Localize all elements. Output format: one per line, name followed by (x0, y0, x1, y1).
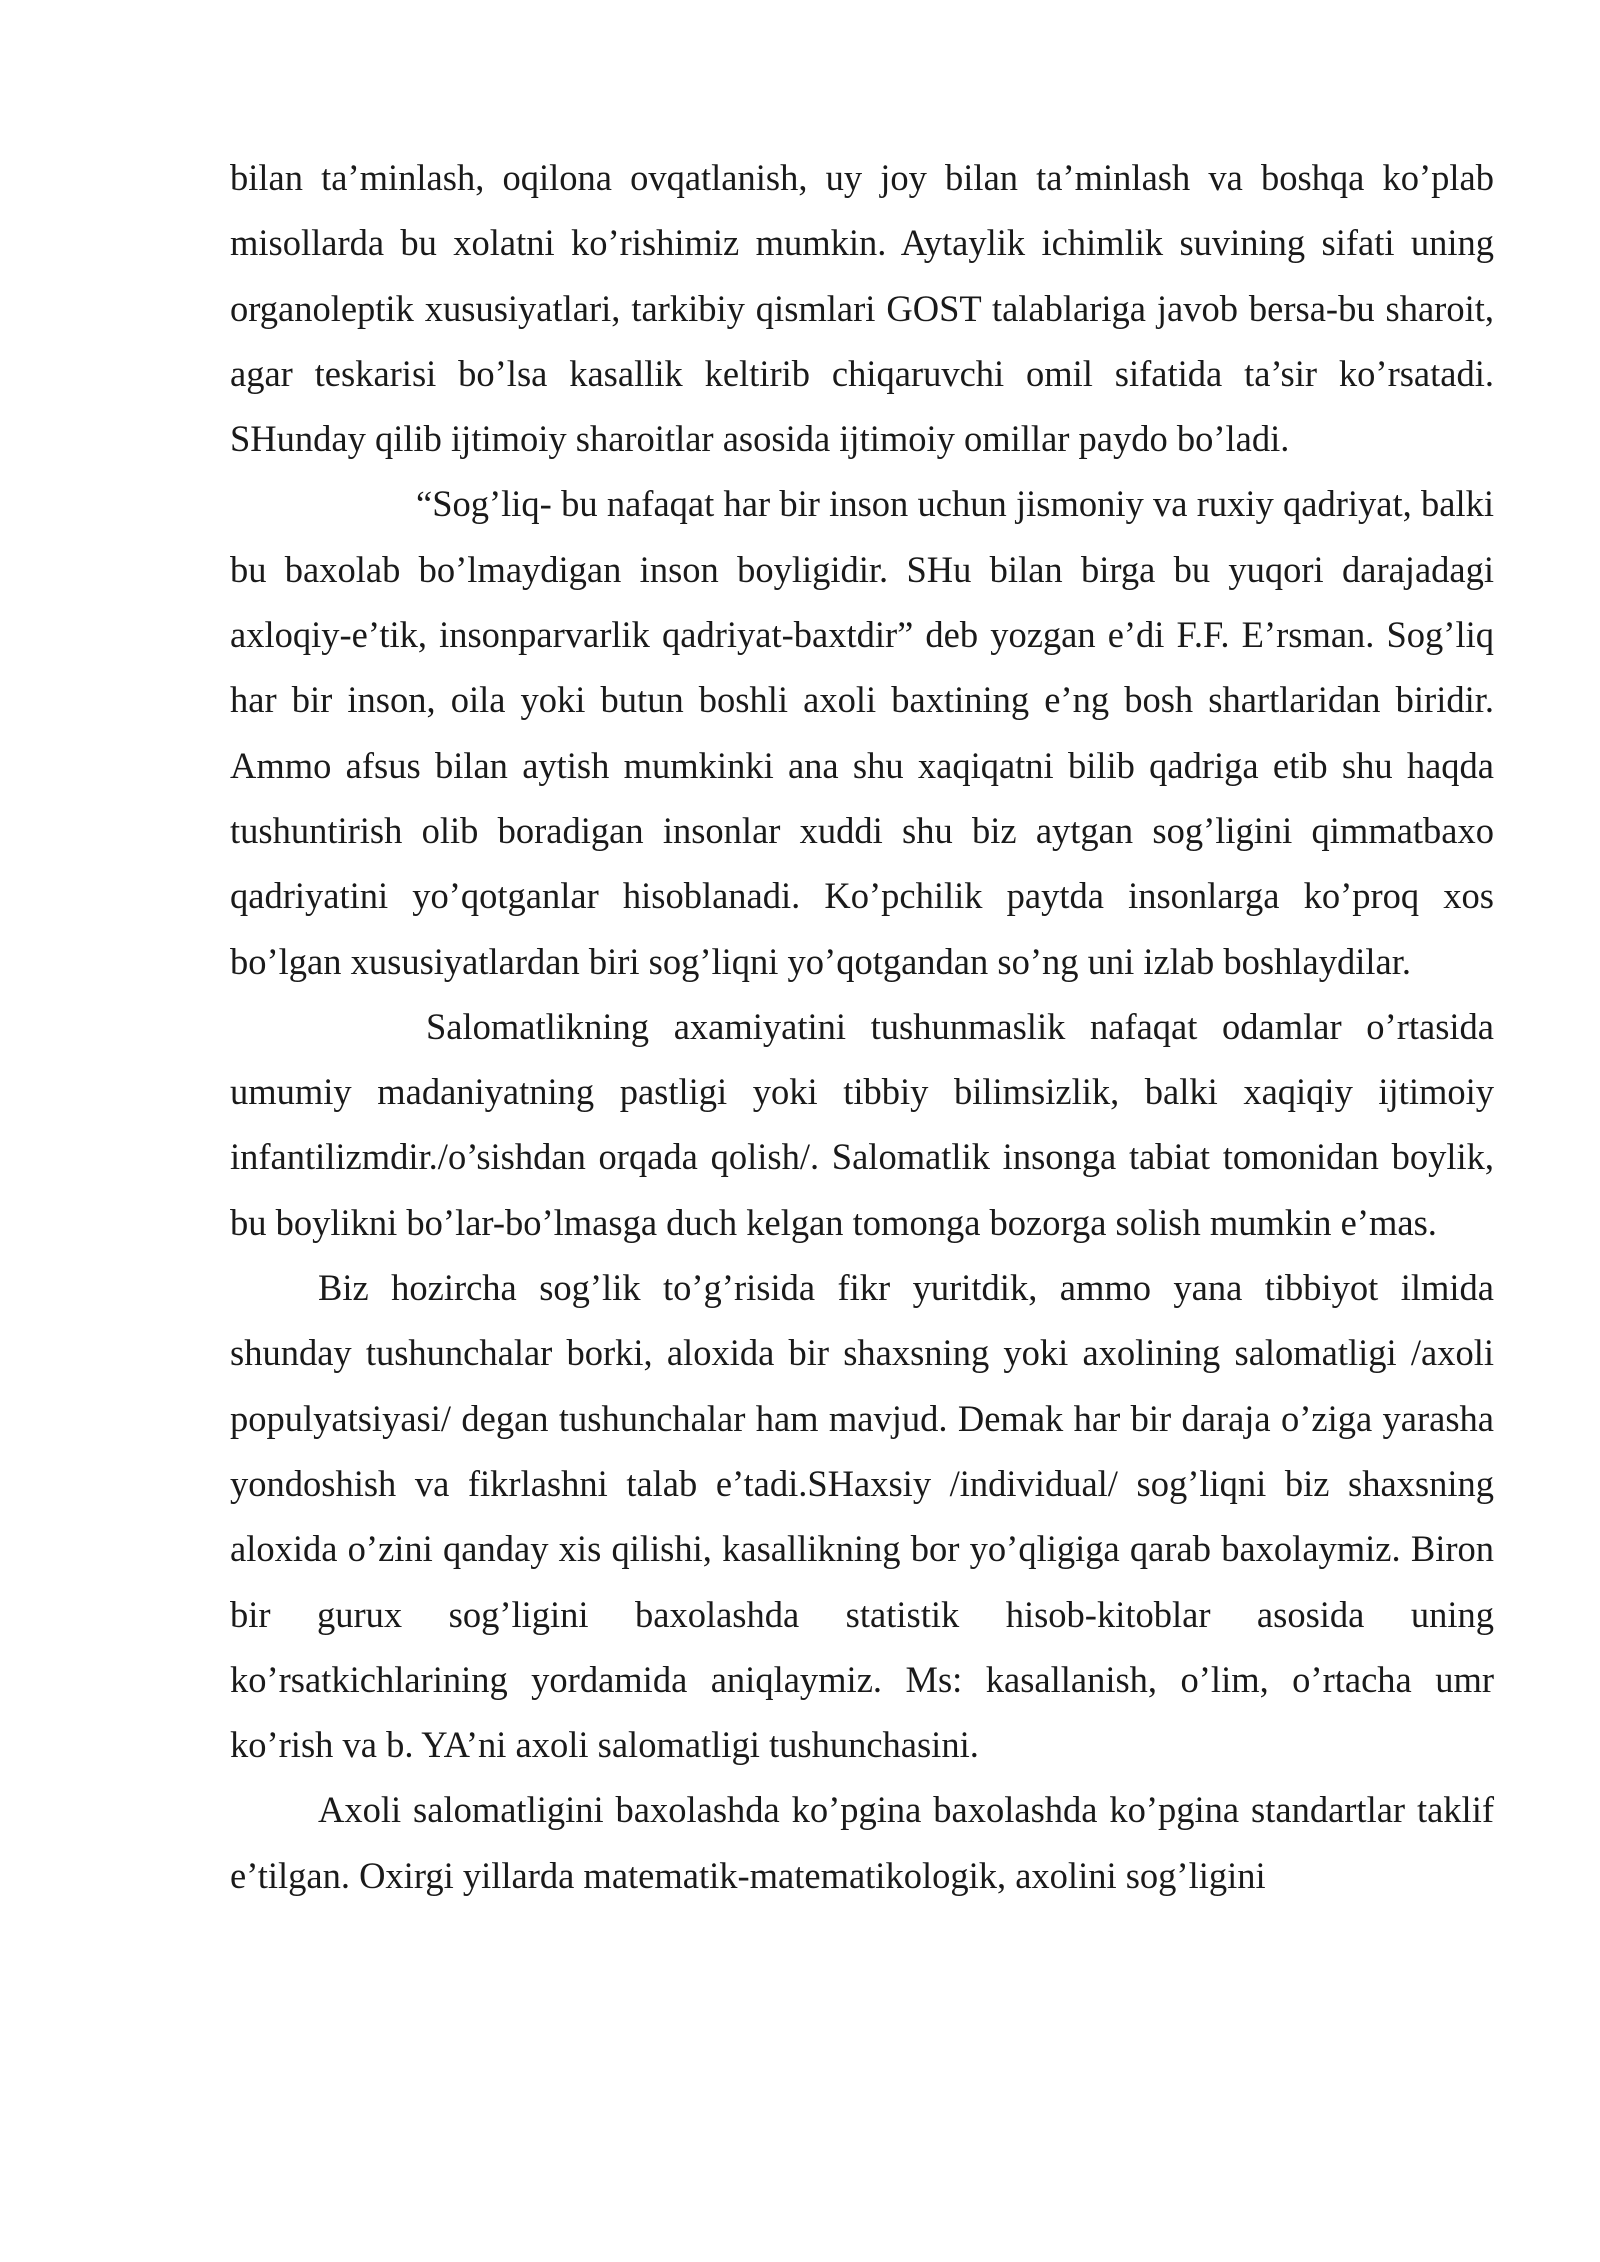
paragraph-1: bilan ta’minlash, oqilona ovqatlanish, uy joy bilan ta’minlash va boshqa ko’plab misollarda bu xolatni ko’rishimiz mumkin. Aytaylik ichimlik suvining sifati uning organoleptik xususiyatlari, tarkibiy qismlari GOST talablariga javob bersa-bu sharoit, agar teskarisi bo’lsa kasallik keltirib chiqaruvchi omil sifatida ta’sir ko’rsatadi. SHunday qilib ijtimoiy sharoitlar asosida ijtimoiy omillar paydo bo’ladi. (230, 157, 1494, 460)
paragraph-5: Axoli salomatligini baxolashda ko’pgina baxolashda ko’pgina standartlar taklif e’tilgan. Oxirgi yillarda matematik-matematikologik, axolini sog’ligini (230, 1789, 1494, 1896)
paragraph-4: Biz hozircha sog’lik to’g’risida fikr yuritdik, ammo yana tibbiyot ilmida shunday tushunchalar borki, aloxida bir shaxsning yoki axolining salomatligi /axoli populyatsiyasi/ degan tushunchalar ham mavjud. Demak har bir daraja o’ziga yarasha yondoshish va fikrlashni talab e’tadi.SHaxsiy /individual/ sog’liqni biz shaxsning aloxida o’zini qanday xis qilishi, kasallikning bor yo’qligiga qarab baxolaymiz. Biron bir gurux sog’ligini baxolashda statistik hisob-kitoblar asosida uning ko’rsatkichlarining yordamida aniqlaymiz. Ms: kasallanish, o’lim, o’rtacha umr ko’rish va b. YA’ni axoli salomatligi tushunchasini. (230, 1267, 1494, 1766)
paragraph-2: “Sog’liq- bu nafaqat har bir inson uchun jismoniy va ruxiy qadriyat, balki bu baxolab bo’lmaydigan inson boyligidir. SHu bilan birga bu yuqori darajadagi axloqiy-e’tik, insonparvarlik qadriyat-baxtdir” deb yozgan e’di F.F. E’rsman. Sog’liq har bir inson, oila yoki butun boshli axoli baxtining e’ng bosh shartlaridan biridir. Ammo afsus bilan aytish mumkinki ana shu xaqiqatni bilib qadriga etib shu haqda tushuntirish olib boradigan insonlar xuddi shu biz aytgan sog’ligini qimmatbaxo qadriyatini yo’qotganlar hisoblanadi. Ko’pchilik paytda insonlarga ko’proq xos bo’lgan xususiyatlardan biri sog’liqni yo’qotgandan so’ng uni izlab boshlaydilar. (230, 483, 1494, 982)
paragraph-3: Salomatlikning axamiyatini tushunmaslik nafaqat odamlar o’rtasida umumiy madaniyatning pastligi yoki tibbiy bilimsizlik, balki xaqiqiy ijtimoiy infantilizmdir./o’sishdan orqada qolish/. Salomatlik insonga tabiat tomonidan boylik, bu boylikni bo’lar-bo’lmasga duch kelgan tomonga bozorga solish mumkin e’mas. (230, 1005, 1494, 1243)
document-page (230, 145, 1494, 1908)
